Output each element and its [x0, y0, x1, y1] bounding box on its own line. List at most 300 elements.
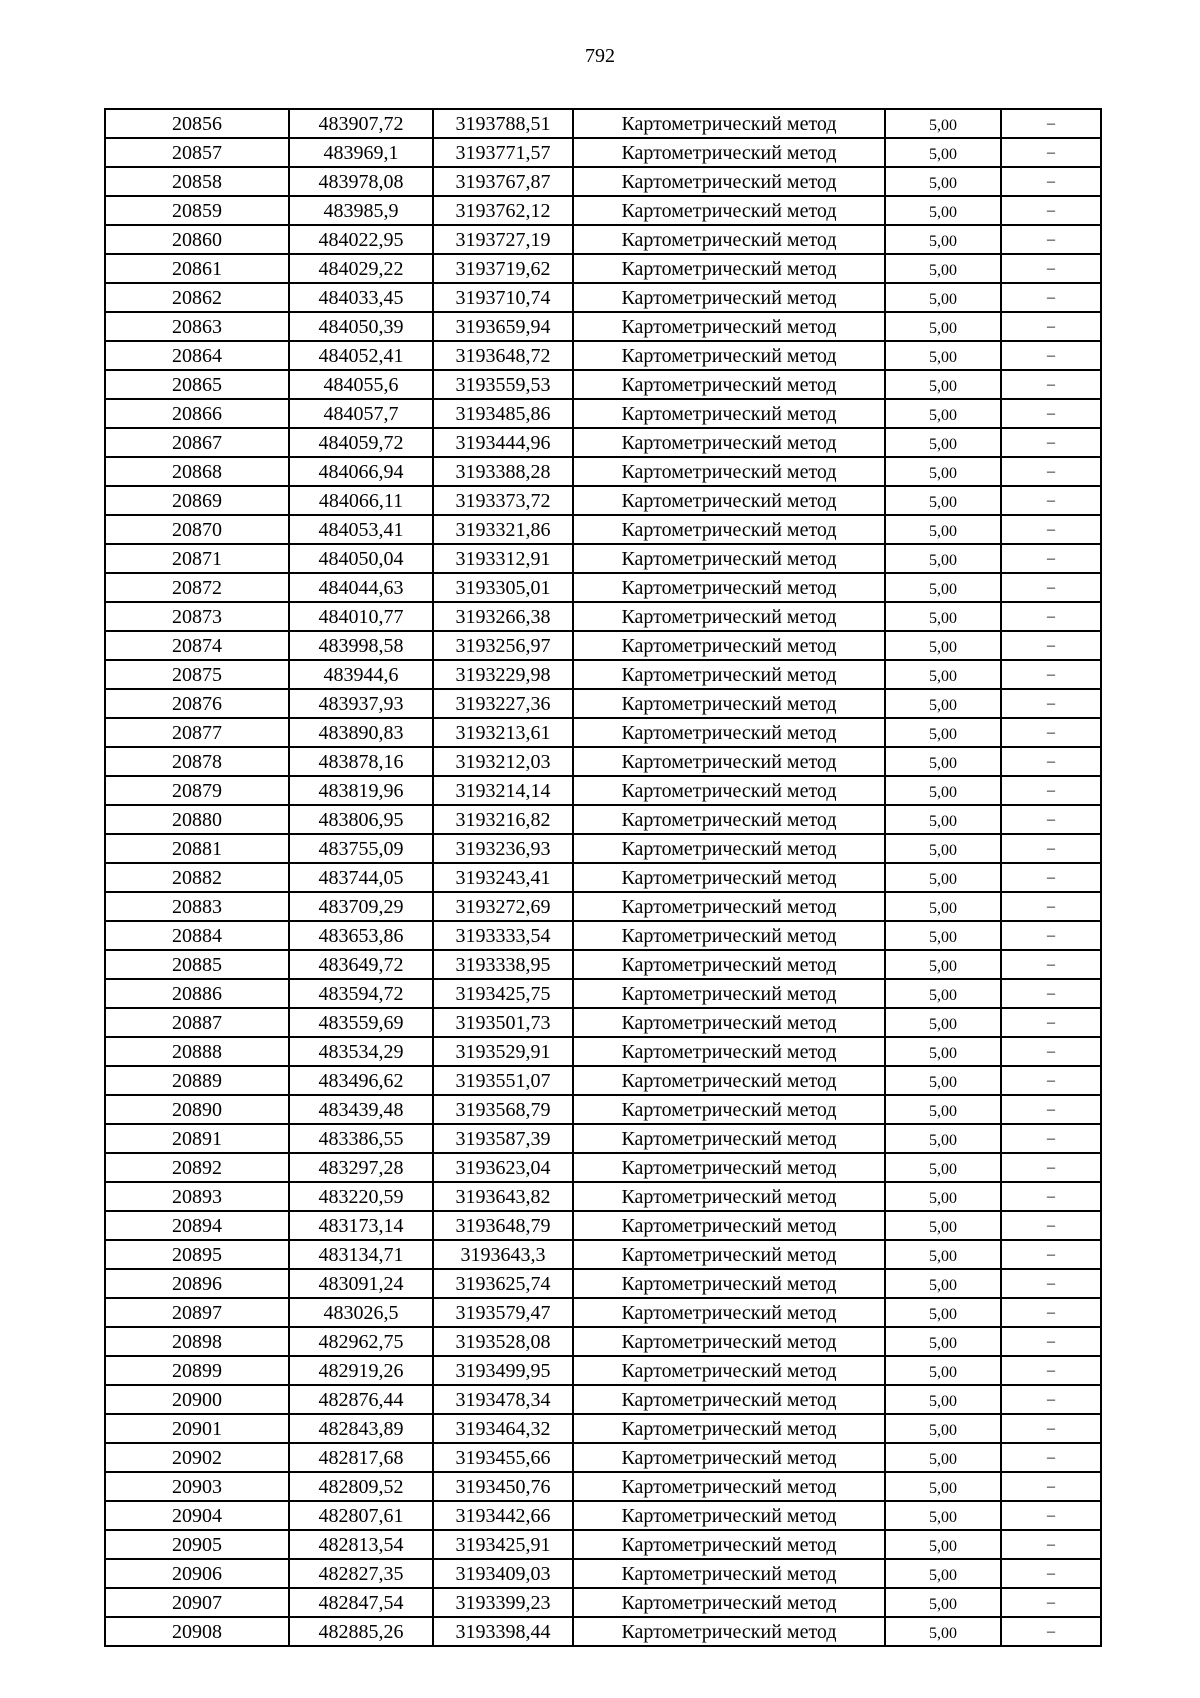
table-row	[105, 1385, 1101, 1414]
point-number-cell: 20894	[105, 1211, 289, 1240]
note-cell: –	[1001, 1443, 1101, 1472]
accuracy-cell: 5,00	[885, 1385, 1001, 1414]
accuracy-cell: 5,00	[885, 1588, 1001, 1617]
x-coordinate-cell: 483653,86	[289, 921, 433, 950]
y-coordinate-cell: 3193643,82	[433, 1182, 573, 1211]
y-coordinate-cell: 3193338,95	[433, 950, 573, 979]
point-number-cell: 20881	[105, 834, 289, 863]
accuracy-cell: 5,00	[885, 1124, 1001, 1153]
x-coordinate-cell: 484066,11	[289, 486, 433, 515]
x-coordinate-cell: 482919,26	[289, 1356, 433, 1385]
y-coordinate-cell: 3193243,41	[433, 863, 573, 892]
point-number-cell: 20873	[105, 602, 289, 631]
method-cell: Картометрический метод	[573, 892, 885, 921]
method-cell: Картометрический метод	[573, 1472, 885, 1501]
note-cell: –	[1001, 863, 1101, 892]
table-row	[105, 1617, 1101, 1646]
x-coordinate-cell: 483819,96	[289, 776, 433, 805]
y-coordinate-cell: 3193442,66	[433, 1501, 573, 1530]
note-cell: –	[1001, 892, 1101, 921]
y-coordinate-cell: 3193648,72	[433, 341, 573, 370]
x-coordinate-cell: 484057,7	[289, 399, 433, 428]
method-cell: Картометрический метод	[573, 1327, 885, 1356]
y-coordinate-cell: 3193719,62	[433, 254, 573, 283]
y-coordinate-cell: 3193710,74	[433, 283, 573, 312]
y-coordinate-cell: 3193450,76	[433, 1472, 573, 1501]
x-coordinate-cell: 482813,54	[289, 1530, 433, 1559]
note-cell: –	[1001, 602, 1101, 631]
table-row	[105, 544, 1101, 573]
point-number-cell: 20908	[105, 1617, 289, 1646]
point-number-cell: 20899	[105, 1356, 289, 1385]
x-coordinate-cell: 484052,41	[289, 341, 433, 370]
point-number-cell: 20886	[105, 979, 289, 1008]
method-cell: Картометрический метод	[573, 747, 885, 776]
y-coordinate-cell: 3193333,54	[433, 921, 573, 950]
x-coordinate-cell: 483173,14	[289, 1211, 433, 1240]
note-cell: –	[1001, 1588, 1101, 1617]
table-row	[105, 1559, 1101, 1588]
point-number-cell: 20882	[105, 863, 289, 892]
accuracy-cell: 5,00	[885, 863, 1001, 892]
x-coordinate-cell: 484022,95	[289, 225, 433, 254]
accuracy-cell: 5,00	[885, 1095, 1001, 1124]
method-cell: Картометрический метод	[573, 1501, 885, 1530]
note-cell: –	[1001, 834, 1101, 863]
table-row	[105, 312, 1101, 341]
method-cell: Картометрический метод	[573, 1385, 885, 1414]
table-row	[105, 921, 1101, 950]
y-coordinate-cell: 3193425,75	[433, 979, 573, 1008]
x-coordinate-cell: 483969,1	[289, 138, 433, 167]
y-coordinate-cell: 3193529,91	[433, 1037, 573, 1066]
accuracy-cell: 5,00	[885, 631, 1001, 660]
accuracy-cell: 5,00	[885, 486, 1001, 515]
table-row	[105, 834, 1101, 863]
point-number-cell: 20874	[105, 631, 289, 660]
note-cell: –	[1001, 1530, 1101, 1559]
method-cell: Картометрический метод	[573, 631, 885, 660]
y-coordinate-cell: 3193455,66	[433, 1443, 573, 1472]
y-coordinate-cell: 3193528,08	[433, 1327, 573, 1356]
table-row	[105, 428, 1101, 457]
note-cell: –	[1001, 486, 1101, 515]
accuracy-cell: 5,00	[885, 399, 1001, 428]
y-coordinate-cell: 3193272,69	[433, 892, 573, 921]
y-coordinate-cell: 3193587,39	[433, 1124, 573, 1153]
x-coordinate-cell: 484053,41	[289, 515, 433, 544]
y-coordinate-cell: 3193478,34	[433, 1385, 573, 1414]
y-coordinate-cell: 3193236,93	[433, 834, 573, 863]
method-cell: Картометрический метод	[573, 341, 885, 370]
accuracy-cell: 5,00	[885, 254, 1001, 283]
point-number-cell: 20859	[105, 196, 289, 225]
table-row	[105, 1298, 1101, 1327]
table-row	[105, 457, 1101, 486]
y-coordinate-cell: 3193216,82	[433, 805, 573, 834]
point-number-cell: 20868	[105, 457, 289, 486]
note-cell: –	[1001, 1153, 1101, 1182]
method-cell: Картометрический метод	[573, 196, 885, 225]
page-number: 792	[585, 45, 615, 67]
method-cell: Картометрический метод	[573, 312, 885, 341]
table-row	[105, 196, 1101, 225]
method-cell: Картометрический метод	[573, 544, 885, 573]
x-coordinate-cell: 483220,59	[289, 1182, 433, 1211]
table-row	[105, 1588, 1101, 1617]
coordinates-table	[104, 108, 1102, 1647]
note-cell: –	[1001, 370, 1101, 399]
note-cell: –	[1001, 312, 1101, 341]
point-number-cell: 20907	[105, 1588, 289, 1617]
point-number-cell: 20869	[105, 486, 289, 515]
y-coordinate-cell: 3193398,44	[433, 1617, 573, 1646]
method-cell: Картометрический метод	[573, 921, 885, 950]
method-cell: Картометрический метод	[573, 979, 885, 1008]
note-cell: –	[1001, 1327, 1101, 1356]
point-number-cell: 20890	[105, 1095, 289, 1124]
note-cell: –	[1001, 631, 1101, 660]
y-coordinate-cell: 3193767,87	[433, 167, 573, 196]
y-coordinate-cell: 3193499,95	[433, 1356, 573, 1385]
accuracy-cell: 5,00	[885, 167, 1001, 196]
x-coordinate-cell: 483649,72	[289, 950, 433, 979]
note-cell: –	[1001, 1298, 1101, 1327]
y-coordinate-cell: 3193213,61	[433, 718, 573, 747]
point-number-cell: 20856	[105, 109, 289, 138]
point-number-cell: 20864	[105, 341, 289, 370]
point-number-cell: 20867	[105, 428, 289, 457]
x-coordinate-cell: 483026,5	[289, 1298, 433, 1327]
method-cell: Картометрический метод	[573, 1037, 885, 1066]
note-cell: –	[1001, 254, 1101, 283]
accuracy-cell: 5,00	[885, 283, 1001, 312]
accuracy-cell: 5,00	[885, 138, 1001, 167]
y-coordinate-cell: 3193648,79	[433, 1211, 573, 1240]
accuracy-cell: 5,00	[885, 834, 1001, 863]
note-cell: –	[1001, 1501, 1101, 1530]
method-cell: Картометрический метод	[573, 428, 885, 457]
accuracy-cell: 5,00	[885, 1269, 1001, 1298]
table-row	[105, 1240, 1101, 1269]
note-cell: –	[1001, 979, 1101, 1008]
point-number-cell: 20875	[105, 660, 289, 689]
method-cell: Картометрический метод	[573, 138, 885, 167]
accuracy-cell: 5,00	[885, 109, 1001, 138]
note-cell: –	[1001, 1240, 1101, 1269]
point-number-cell: 20903	[105, 1472, 289, 1501]
method-cell: Картометрический метод	[573, 573, 885, 602]
note-cell: –	[1001, 167, 1101, 196]
y-coordinate-cell: 3193771,57	[433, 138, 573, 167]
note-cell: –	[1001, 1037, 1101, 1066]
table-row	[105, 1095, 1101, 1124]
accuracy-cell: 5,00	[885, 1617, 1001, 1646]
y-coordinate-cell: 3193229,98	[433, 660, 573, 689]
point-number-cell: 20872	[105, 573, 289, 602]
method-cell: Картометрический метод	[573, 1269, 885, 1298]
method-cell: Картометрический метод	[573, 167, 885, 196]
point-number-cell: 20900	[105, 1385, 289, 1414]
y-coordinate-cell: 3193788,51	[433, 109, 573, 138]
point-number-cell: 20879	[105, 776, 289, 805]
method-cell: Картометрический метод	[573, 399, 885, 428]
table-row	[105, 979, 1101, 1008]
accuracy-cell: 5,00	[885, 457, 1001, 486]
x-coordinate-cell: 482827,35	[289, 1559, 433, 1588]
table-row	[105, 1008, 1101, 1037]
x-coordinate-cell: 483091,24	[289, 1269, 433, 1298]
x-coordinate-cell: 483559,69	[289, 1008, 433, 1037]
accuracy-cell: 5,00	[885, 1182, 1001, 1211]
method-cell: Картометрический метод	[573, 805, 885, 834]
point-number-cell: 20877	[105, 718, 289, 747]
note-cell: –	[1001, 1182, 1101, 1211]
point-number-cell: 20904	[105, 1501, 289, 1530]
x-coordinate-cell: 484029,22	[289, 254, 433, 283]
accuracy-cell: 5,00	[885, 1559, 1001, 1588]
table-row	[105, 1530, 1101, 1559]
x-coordinate-cell: 483709,29	[289, 892, 433, 921]
x-coordinate-cell: 484055,6	[289, 370, 433, 399]
accuracy-cell: 5,00	[885, 718, 1001, 747]
method-cell: Картометрический метод	[573, 1356, 885, 1385]
x-coordinate-cell: 482847,54	[289, 1588, 433, 1617]
y-coordinate-cell: 3193579,47	[433, 1298, 573, 1327]
x-coordinate-cell: 483937,93	[289, 689, 433, 718]
method-cell: Картометрический метод	[573, 1124, 885, 1153]
table-row	[105, 602, 1101, 631]
x-coordinate-cell: 483439,48	[289, 1095, 433, 1124]
table-row	[105, 341, 1101, 370]
x-coordinate-cell: 484066,94	[289, 457, 433, 486]
method-cell: Картометрический метод	[573, 689, 885, 718]
point-number-cell: 20865	[105, 370, 289, 399]
table-row	[105, 631, 1101, 660]
point-number-cell: 20887	[105, 1008, 289, 1037]
y-coordinate-cell: 3193399,23	[433, 1588, 573, 1617]
method-cell: Картометрический метод	[573, 486, 885, 515]
y-coordinate-cell: 3193501,73	[433, 1008, 573, 1037]
note-cell: –	[1001, 1211, 1101, 1240]
y-coordinate-cell: 3193266,38	[433, 602, 573, 631]
y-coordinate-cell: 3193409,03	[433, 1559, 573, 1588]
x-coordinate-cell: 483985,9	[289, 196, 433, 225]
accuracy-cell: 5,00	[885, 1298, 1001, 1327]
x-coordinate-cell: 483386,55	[289, 1124, 433, 1153]
point-number-cell: 20896	[105, 1269, 289, 1298]
point-number-cell: 20891	[105, 1124, 289, 1153]
table-row	[105, 776, 1101, 805]
method-cell: Картометрический метод	[573, 1443, 885, 1472]
table-row	[105, 863, 1101, 892]
x-coordinate-cell: 484044,63	[289, 573, 433, 602]
note-cell: –	[1001, 283, 1101, 312]
accuracy-cell: 5,00	[885, 921, 1001, 950]
note-cell: –	[1001, 747, 1101, 776]
accuracy-cell: 5,00	[885, 370, 1001, 399]
y-coordinate-cell: 3193643,3	[433, 1240, 573, 1269]
method-cell: Картометрический метод	[573, 950, 885, 979]
accuracy-cell: 5,00	[885, 1066, 1001, 1095]
point-number-cell: 20884	[105, 921, 289, 950]
method-cell: Картометрический метод	[573, 254, 885, 283]
x-coordinate-cell: 483907,72	[289, 109, 433, 138]
table-row	[105, 1327, 1101, 1356]
table-row	[105, 950, 1101, 979]
method-cell: Картометрический метод	[573, 225, 885, 254]
x-coordinate-cell: 482817,68	[289, 1443, 433, 1472]
point-number-cell: 20857	[105, 138, 289, 167]
note-cell: –	[1001, 1414, 1101, 1443]
table-row	[105, 718, 1101, 747]
point-number-cell: 20897	[105, 1298, 289, 1327]
y-coordinate-cell: 3193762,12	[433, 196, 573, 225]
method-cell: Картометрический метод	[573, 1182, 885, 1211]
point-number-cell: 20880	[105, 805, 289, 834]
point-number-cell: 20889	[105, 1066, 289, 1095]
point-number-cell: 20860	[105, 225, 289, 254]
note-cell: –	[1001, 515, 1101, 544]
note-cell: –	[1001, 805, 1101, 834]
table-row	[105, 747, 1101, 776]
y-coordinate-cell: 3193444,96	[433, 428, 573, 457]
point-number-cell: 20871	[105, 544, 289, 573]
method-cell: Картометрический метод	[573, 1095, 885, 1124]
y-coordinate-cell: 3193321,86	[433, 515, 573, 544]
table-row	[105, 486, 1101, 515]
accuracy-cell: 5,00	[885, 1530, 1001, 1559]
y-coordinate-cell: 3193485,86	[433, 399, 573, 428]
point-number-cell: 20883	[105, 892, 289, 921]
method-cell: Картометрический метод	[573, 1559, 885, 1588]
method-cell: Картометрический метод	[573, 1530, 885, 1559]
x-coordinate-cell: 482885,26	[289, 1617, 433, 1646]
point-number-cell: 20901	[105, 1414, 289, 1443]
table-row	[105, 1501, 1101, 1530]
y-coordinate-cell: 3193256,97	[433, 631, 573, 660]
note-cell: –	[1001, 1472, 1101, 1501]
x-coordinate-cell: 484050,39	[289, 312, 433, 341]
method-cell: Картометрический метод	[573, 863, 885, 892]
note-cell: –	[1001, 1559, 1101, 1588]
point-number-cell: 20893	[105, 1182, 289, 1211]
point-number-cell: 20895	[105, 1240, 289, 1269]
y-coordinate-cell: 3193568,79	[433, 1095, 573, 1124]
accuracy-cell: 5,00	[885, 950, 1001, 979]
accuracy-cell: 5,00	[885, 689, 1001, 718]
point-number-cell: 20863	[105, 312, 289, 341]
note-cell: –	[1001, 573, 1101, 602]
x-coordinate-cell: 484059,72	[289, 428, 433, 457]
x-coordinate-cell: 483806,95	[289, 805, 433, 834]
method-cell: Картометрический метод	[573, 1414, 885, 1443]
accuracy-cell: 5,00	[885, 428, 1001, 457]
x-coordinate-cell: 483496,62	[289, 1066, 433, 1095]
point-number-cell: 20858	[105, 167, 289, 196]
x-coordinate-cell: 483978,08	[289, 167, 433, 196]
accuracy-cell: 5,00	[885, 747, 1001, 776]
method-cell: Картометрический метод	[573, 1298, 885, 1327]
table-row	[105, 1153, 1101, 1182]
accuracy-cell: 5,00	[885, 979, 1001, 1008]
method-cell: Картометрический метод	[573, 370, 885, 399]
y-coordinate-cell: 3193551,07	[433, 1066, 573, 1095]
x-coordinate-cell: 483297,28	[289, 1153, 433, 1182]
note-cell: –	[1001, 921, 1101, 950]
note-cell: –	[1001, 950, 1101, 979]
note-cell: –	[1001, 457, 1101, 486]
note-cell: –	[1001, 660, 1101, 689]
table-row	[105, 1414, 1101, 1443]
accuracy-cell: 5,00	[885, 660, 1001, 689]
table-row	[105, 138, 1101, 167]
note-cell: –	[1001, 1385, 1101, 1414]
y-coordinate-cell: 3193388,28	[433, 457, 573, 486]
y-coordinate-cell: 3193659,94	[433, 312, 573, 341]
table-row	[105, 1269, 1101, 1298]
table-row	[105, 805, 1101, 834]
note-cell: –	[1001, 689, 1101, 718]
point-number-cell: 20861	[105, 254, 289, 283]
accuracy-cell: 5,00	[885, 1327, 1001, 1356]
method-cell: Картометрический метод	[573, 834, 885, 863]
accuracy-cell: 5,00	[885, 1211, 1001, 1240]
method-cell: Картометрический метод	[573, 109, 885, 138]
note-cell: –	[1001, 1124, 1101, 1153]
accuracy-cell: 5,00	[885, 225, 1001, 254]
method-cell: Картометрический метод	[573, 1240, 885, 1269]
note-cell: –	[1001, 1008, 1101, 1037]
x-coordinate-cell: 482962,75	[289, 1327, 433, 1356]
x-coordinate-cell: 483534,29	[289, 1037, 433, 1066]
x-coordinate-cell: 483890,83	[289, 718, 433, 747]
x-coordinate-cell: 483744,05	[289, 863, 433, 892]
point-number-cell: 20902	[105, 1443, 289, 1472]
method-cell: Картометрический метод	[573, 1588, 885, 1617]
x-coordinate-cell: 482807,61	[289, 1501, 433, 1530]
accuracy-cell: 5,00	[885, 602, 1001, 631]
note-cell: –	[1001, 1269, 1101, 1298]
table-row	[105, 1037, 1101, 1066]
accuracy-cell: 5,00	[885, 515, 1001, 544]
method-cell: Картометрический метод	[573, 602, 885, 631]
method-cell: Картометрический метод	[573, 1617, 885, 1646]
x-coordinate-cell: 483878,16	[289, 747, 433, 776]
accuracy-cell: 5,00	[885, 1472, 1001, 1501]
method-cell: Картометрический метод	[573, 660, 885, 689]
point-number-cell: 20905	[105, 1530, 289, 1559]
table-row	[105, 370, 1101, 399]
table-row	[105, 1472, 1101, 1501]
accuracy-cell: 5,00	[885, 805, 1001, 834]
y-coordinate-cell: 3193373,72	[433, 486, 573, 515]
x-coordinate-cell: 483594,72	[289, 979, 433, 1008]
accuracy-cell: 5,00	[885, 1008, 1001, 1037]
method-cell: Картометрический метод	[573, 1066, 885, 1095]
point-number-cell: 20898	[105, 1327, 289, 1356]
x-coordinate-cell: 483944,6	[289, 660, 433, 689]
table-row	[105, 167, 1101, 196]
table-row	[105, 254, 1101, 283]
table-row	[105, 573, 1101, 602]
table-row	[105, 1443, 1101, 1472]
table-row	[105, 283, 1101, 312]
point-number-cell: 20870	[105, 515, 289, 544]
point-number-cell: 20878	[105, 747, 289, 776]
y-coordinate-cell: 3193305,01	[433, 573, 573, 602]
x-coordinate-cell: 484010,77	[289, 602, 433, 631]
